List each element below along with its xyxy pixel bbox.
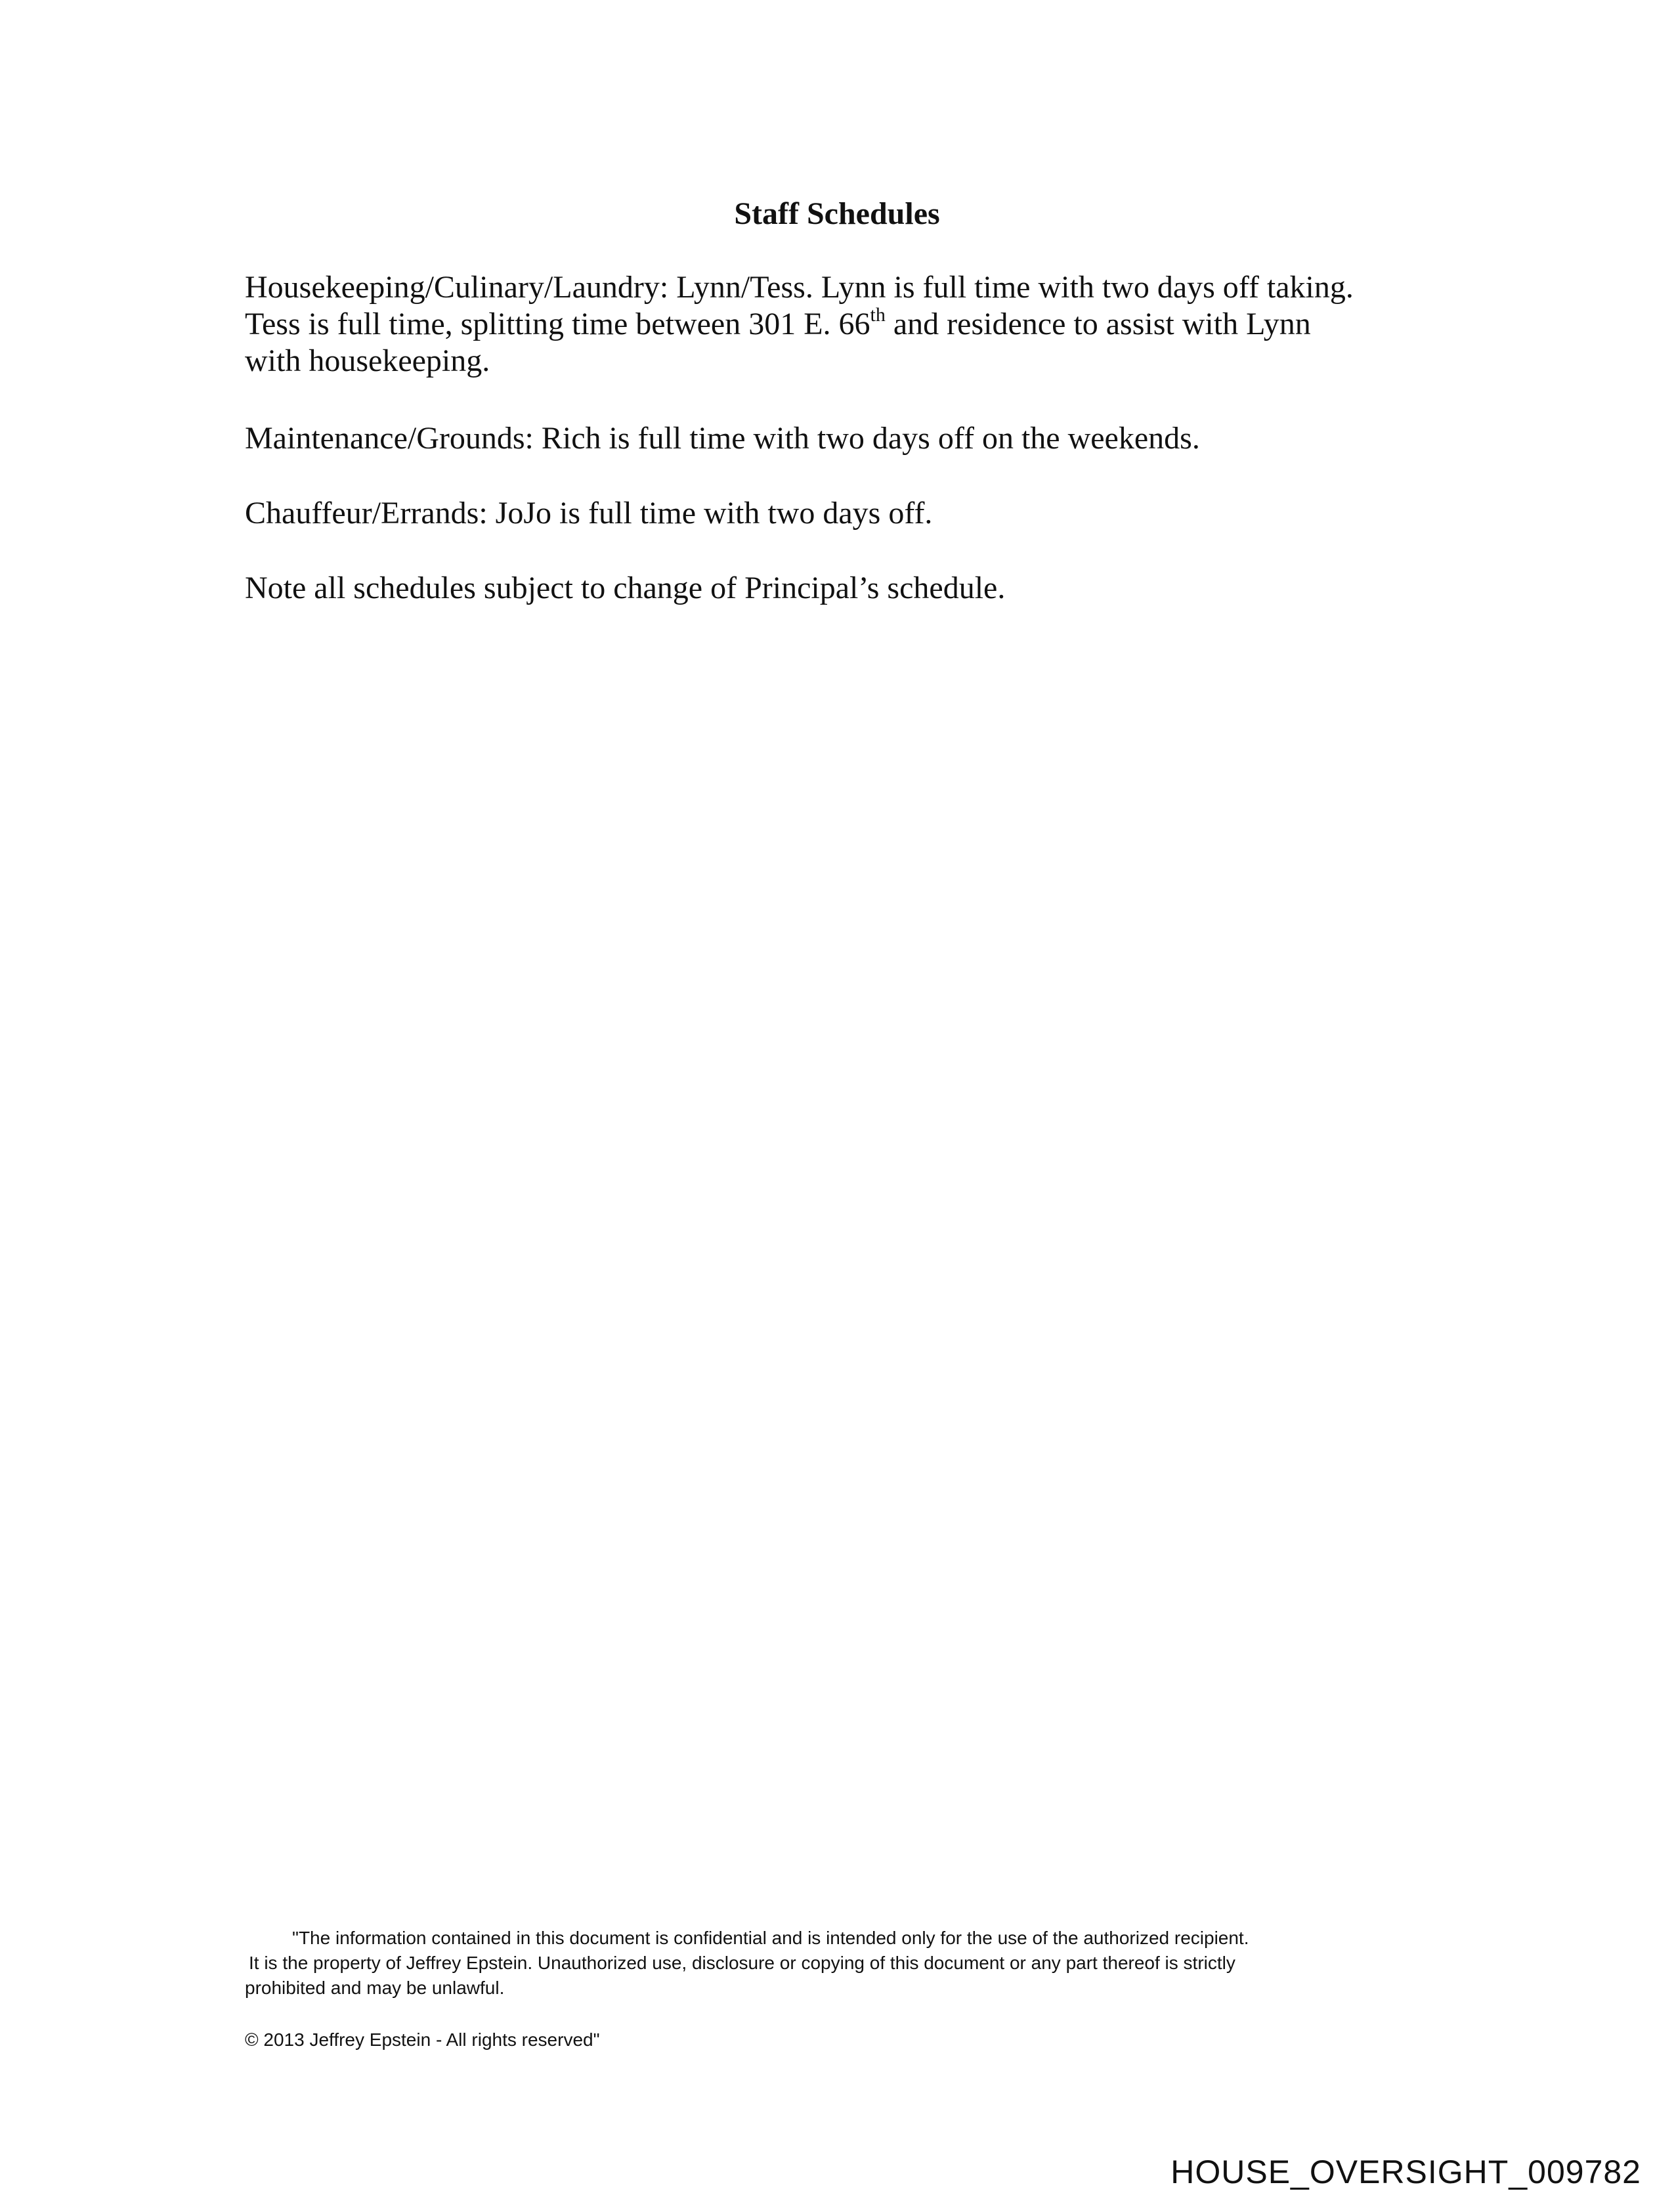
page-title: Staff Schedules (734, 196, 940, 231)
housekeeping-line-3: with housekeeping. (245, 343, 490, 378)
bates-number: HOUSE_OVERSIGHT_009782 (1170, 2154, 1641, 2190)
ordinal-superscript: th (870, 304, 886, 326)
housekeeping-line-2-start: Tess is full time, splitting time between 301 E. 66 (245, 307, 870, 341)
schedule-note: Note all schedules subject to change of Principal’s schedule. (245, 571, 1006, 605)
housekeeping-line-2 (245, 306, 1440, 343)
confidentiality-line-2: It is the property of Jeffrey Epstein. Unauthorized use, disclosure or copying of this document or any part thereof is strictly (249, 1953, 1235, 1973)
housekeeping-paragraph (245, 269, 1440, 380)
copyright-notice: © 2013 Jeffrey Epstein - All rights reserved" (245, 2029, 600, 2050)
housekeeping-line-2-end: and residence to assist with Lynn (885, 307, 1311, 341)
housekeeping-line-1: Housekeeping/Culinary/Laundry: Lynn/Tess. Lynn is full time with two days off taking. (245, 270, 1354, 305)
confidentiality-notice (245, 1926, 1427, 2001)
chauffeur-paragraph: Chauffeur/Errands: JoJo is full time with two days off. (245, 496, 933, 531)
confidentiality-line-3: prohibited and may be unlawful. (245, 1978, 505, 1998)
maintenance-paragraph: Maintenance/Grounds: Rich is full time with two days off on the weekends. (245, 421, 1200, 456)
confidentiality-line-1: "The information contained in this document is confidential and is intended only for the use of the authorized recipient. (292, 1928, 1249, 1948)
